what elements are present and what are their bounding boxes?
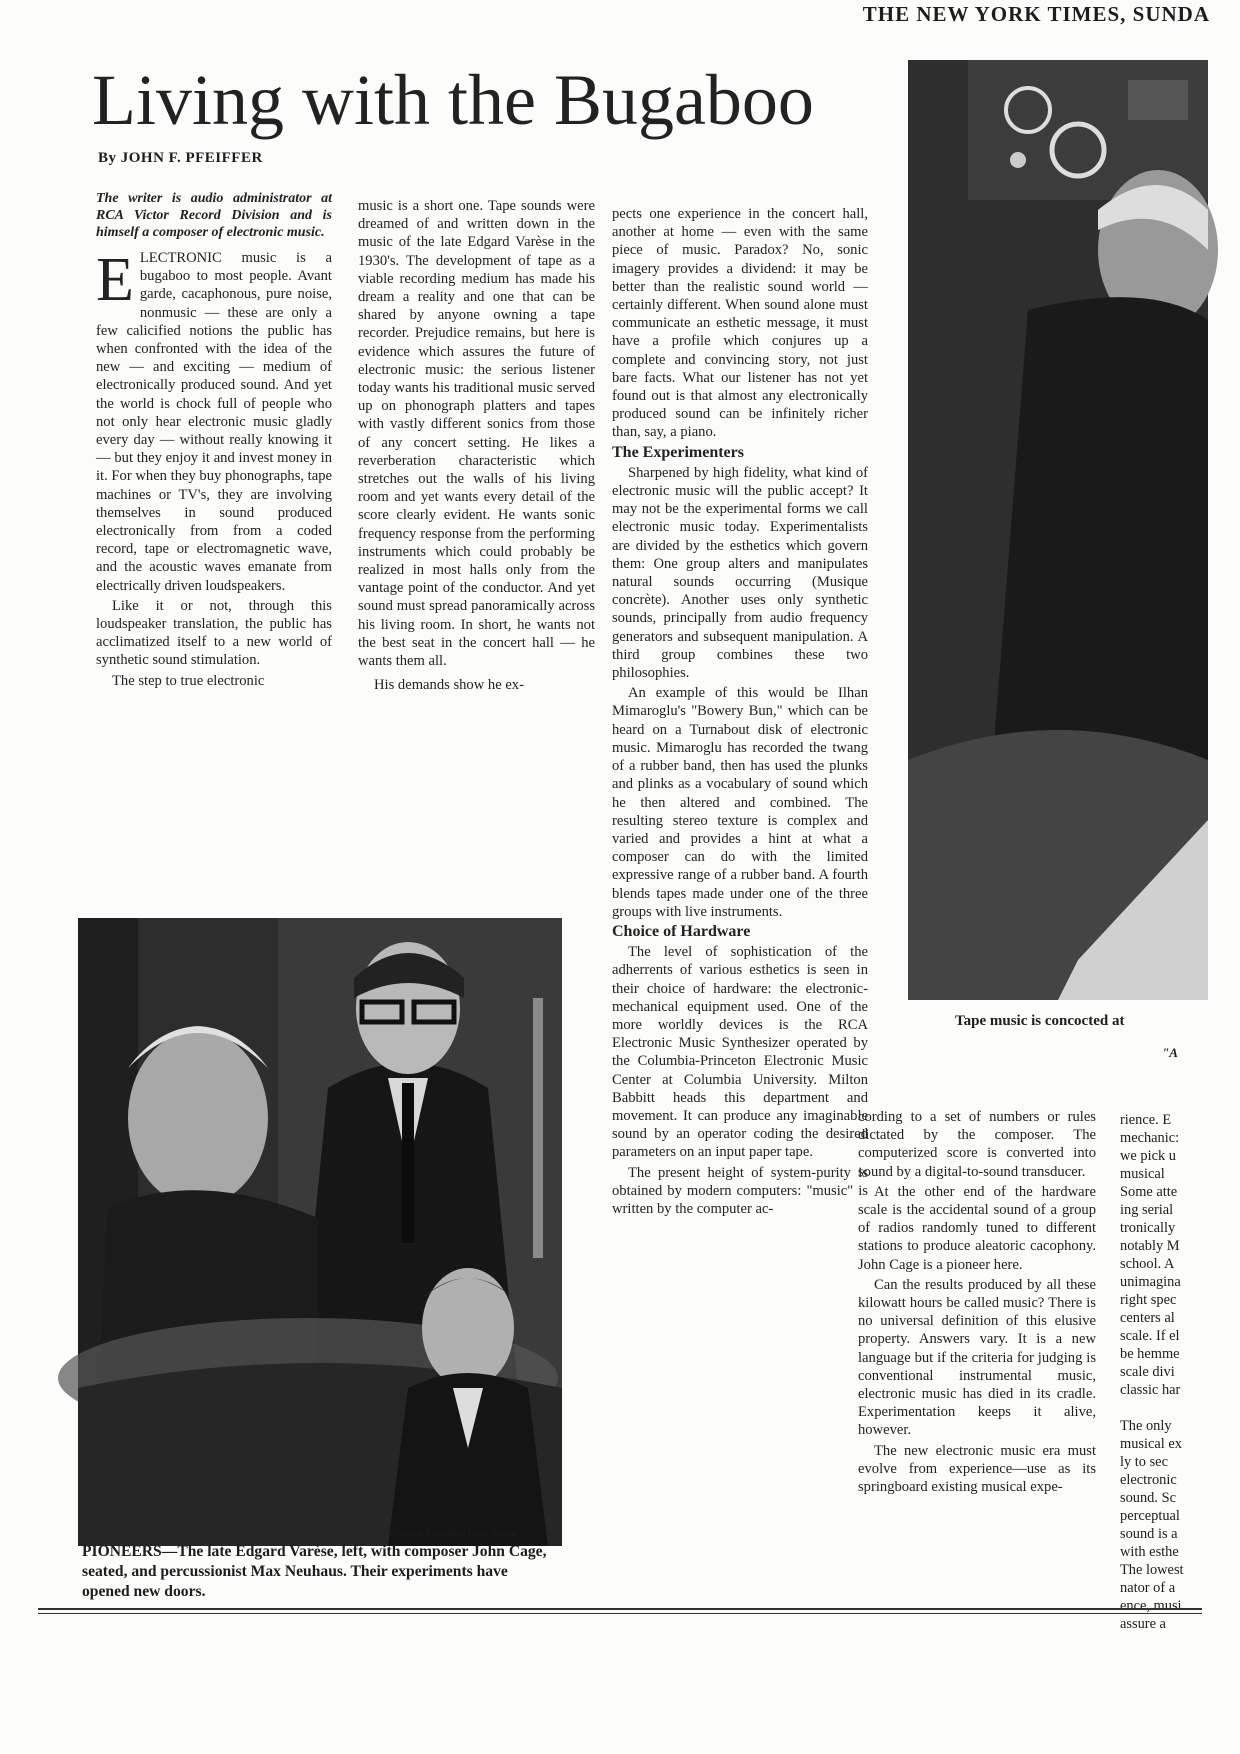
paragraph: Sharpened by high fidelity, what kind of electronic music will the public accept? It may not be the experimental forms we call electronic music today. Experimentalists are divided by the esthetics which govern them: One group alters and manipulates natural sounds occurring (Musique concrète). Another uses only synthetic sounds, principally from audio frequency generators and subsequent manipulation. A third group combines these two philosophies.	[612, 464, 868, 682]
photo-pioneers-image	[78, 918, 562, 1546]
column-5-line: unimagina	[1120, 1274, 1181, 1290]
column-5-line: scale. If el	[1120, 1328, 1180, 1344]
column-5-line: school. A	[1120, 1256, 1175, 1272]
photo-caption	[82, 1542, 552, 1602]
bottom-rule	[38, 1608, 1202, 1614]
column-5-line: notably M	[1120, 1238, 1180, 1254]
author-intro: The writer is audio administrator at RCA Victor Record Division and is himself a composer of electronic music.	[96, 191, 332, 240]
column-5-line: we pick u	[1120, 1148, 1176, 1164]
column-5-line	[1120, 1399, 1198, 1417]
subhead-experimenters: The Experimenters	[612, 443, 744, 461]
column-5-line: perceptual	[1120, 1508, 1180, 1524]
paragraph: pects one experience in the concert hall, another at home — even with the same piece of music. Paradox? No, sonic imagery provides a dividend: it may be better than the realistic sound world — certainly different. When sound alone must communicate an esthetic message, it must have a profile which conjures up a complete and convincing story, not just bare facts. What our listener has not yet found out is that almost any electronically produced sound can be infinitely richer than, say, a piano.	[612, 206, 868, 441]
column-5-cropped	[1120, 1111, 1198, 1632]
column-5-line: right spec	[1120, 1292, 1177, 1308]
masthead: THE NEW YORK TIMES, SUNDA	[862, 2, 1210, 26]
photo-caption-right: Tape music is concocted at	[955, 1013, 1125, 1029]
paragraph: The level of sophistication of the adherrents of various esthetics is seen in their choice of hardware: the electronic-mechanical equipment used. One of the more worldly devices is the RCA Electronic Music Synthesizer operated by the Columbia-Princeton Electronic Music Center at Columbia University. Milton Babbitt heads this department and movement. It can produce any imaginable sound by an operator coding the desired parameters on an input paper tape.	[612, 944, 868, 1161]
column-5-line: with esthe	[1120, 1544, 1179, 1560]
paragraph: The new electronic music era must evolve from experience—use as its springboard existing musical expe-	[858, 1442, 1096, 1496]
column-5-line: nator of a	[1120, 1580, 1176, 1596]
paragraph: The present height of system-purity is obtained by modern computers: "music" is written by the computer ac-	[612, 1164, 868, 1217]
column-5-line: The only	[1120, 1418, 1172, 1434]
column-5-line: rience. E	[1120, 1112, 1172, 1128]
paragraph: The step to true electronic	[112, 672, 265, 689]
photo-tape-music-image	[908, 60, 1208, 1000]
column-2	[358, 197, 595, 696]
paragraph: An example of this would be Ilhan Mimaroglu's "Bowery Bun," which can be heard on a Turnabout disk of electronic music. Mimaroglu has recorded the twang of a rubber band, then has used the plunks and plinks as a vocabulary of sound which he then altered and combined. The resulting stereo texture is complex and varied and provides a hint at what a composer can do with the limited expressive range of a rubber band. A fourth blends tapes made under one of the three groups with live instruments.	[612, 685, 868, 920]
paragraph: music is a short one. Tape sounds were dreamed of and written down in the music of the late Edgard Varèse in the 1930's. The development of tape as a viable recording medium has made his dream a reality and one that can be shared by anyone owning a tape recorder. Prejudice remains, but here is evidence which assures the future of electronic music: the serious listener today wants his traditional music served up on phonograph platters and tapes with vastly different sonics from those of any concert setting. He likes a reverberation characteristic which stretches out the walls of his living room and yet wants every detail of the score clearly evident. He wants sonic frequency response from the performing instruments which could probably be realized in most halls only from the vantage point of the conductor. And yet sound must spread panoramically across his living room. In short, he wants not the best seat in the concert hall — he wants them all.	[358, 198, 595, 670]
column-5-line: tronically	[1120, 1220, 1176, 1236]
column-5-line: scale divi	[1120, 1364, 1175, 1380]
photo-pioneers	[78, 918, 562, 1546]
column-5-line: sound is a	[1120, 1526, 1178, 1542]
paragraph: ELECTRONIC music is a bugaboo to most people. Avant garde, cacaphonous, pure noise, nonmusic — these are only a few calicified notions the public has when confronted with the idea of the new — and exciting — medium of electronically produced sound. And yet the world is chock full of people who not only hear electronic music gladly every day — without really knowing it — but they enjoy it and invest money in it. For when they buy phonographs, tape machines or TV's, they are involving themselves in sound produced electronically from from a coded record, tape or electromagnetic wave, and the acoustic waves emanate from electrically driven loudspeakers.	[96, 246, 332, 594]
column-5-line: centers al	[1120, 1310, 1175, 1326]
column-5-line: assure a	[1120, 1616, 1166, 1632]
column-5-line: ly to sec	[1120, 1454, 1168, 1470]
column-5-line: be hemme	[1120, 1346, 1180, 1362]
pull-quote-fragment: "A	[1162, 1045, 1178, 1060]
caption-text: —The late Edgard Varèse, left, with composer John Cage, seated, and percussionist Max Neuhaus. Their experiments have opened new doors.	[82, 1543, 547, 1600]
paragraph: cording to a set of numbers or rules dictated by the composer. The computerized score is converted into sound by a digital-to-sound transducer.	[858, 1109, 1096, 1180]
byline: By JOHN F. PFEIFFER	[98, 150, 263, 166]
photo-credit: Richard Saunders from Scope	[390, 1528, 518, 1539]
subhead-hardware: Choice of Hardware	[612, 922, 751, 940]
drop-cap: E	[96, 246, 134, 314]
caption-lead: PIONEERS	[82, 1543, 162, 1560]
paragraph: His demands show he ex-	[374, 677, 524, 694]
column-5-line: The lowest	[1120, 1562, 1184, 1578]
column-5-line: classic har	[1120, 1382, 1181, 1398]
column-5-line: musical ex	[1120, 1436, 1182, 1452]
column-5-line: sound. Sc	[1120, 1490, 1176, 1506]
column-5-line: ing serial	[1120, 1202, 1174, 1218]
headline: Living with the Bugaboo	[92, 60, 814, 140]
column-1	[96, 190, 332, 692]
paragraph: Can the results produced by all these kilowatt hours be called music? There is no universal definition of this elusive property. Answers vary. It is a new language but if the criteria for judging is conventional instrumental music, electronic music has died in its cradle. Experimentation keeps it alive, however.	[858, 1276, 1096, 1439]
column-3	[612, 205, 868, 1220]
column-4	[858, 1108, 1096, 1498]
column-5-line: ence, musi	[1120, 1598, 1182, 1614]
column-5-line: musical	[1120, 1166, 1165, 1182]
paragraph: At the other end of the hardware scale is the accidental sound of a group of radios randomly tuned to different stations to produce aleatoric cacophony. John Cage is a pioneer here.	[858, 1183, 1096, 1273]
column-5-line: Some atte	[1120, 1184, 1178, 1200]
column-5-line: mechanic:	[1120, 1130, 1180, 1146]
photo-tape-music	[908, 60, 1208, 1000]
column-5-line: electronic	[1120, 1472, 1177, 1488]
paragraph: Like it or not, through this loudspeaker translation, the public has acclimatized itself to a new world of synthetic sound stimulation.	[96, 597, 332, 669]
